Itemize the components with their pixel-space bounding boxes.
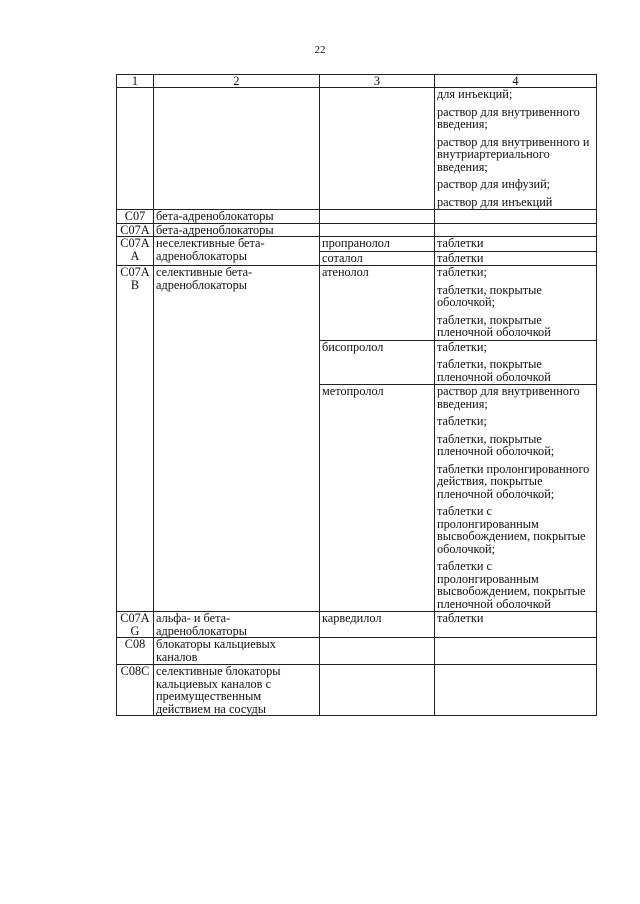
forms-cell — [435, 237, 597, 252]
dosage-form: таблетки с пролонгированным высвобождением, покрытые пленочной оболочкой — [437, 559, 586, 611]
column-header: 1 — [117, 75, 154, 88]
drug-cell — [320, 665, 435, 716]
group-cell: селективные блокаторы кальциевых каналов с преимущественным действием на сосуды — [154, 665, 320, 716]
dosage-form: таблетки — [437, 236, 484, 250]
table-row — [117, 266, 597, 341]
code-cell: C08 — [117, 638, 154, 665]
dosage-form: для инъекций; — [437, 87, 513, 101]
dosage-form: таблетки с пролонгированным высвобождением, покрытые оболочкой; — [437, 504, 586, 556]
code-part: C07A — [120, 265, 150, 279]
table-row — [117, 210, 597, 224]
dosage-form: раствор для внутривенного введения; — [437, 104, 580, 131]
drug-cell: метопролол — [320, 385, 435, 612]
drug-cell: карведилол — [320, 612, 435, 638]
code-part: C07A — [120, 611, 150, 625]
forms-cell — [435, 223, 597, 237]
table-header-row — [117, 75, 597, 88]
code-part: G — [130, 623, 140, 638]
group-cell — [154, 88, 320, 210]
group-cell: неселективные бета-адреноблокаторы — [154, 237, 320, 266]
forms-cell — [435, 385, 597, 612]
table-row — [117, 612, 597, 638]
dosage-form: раствор для внутривенного введения; — [437, 384, 580, 411]
code-cell: C08C — [117, 665, 154, 716]
forms-cell — [435, 88, 597, 210]
code-part: C07A — [120, 236, 150, 250]
dosage-form: таблетки — [437, 611, 484, 625]
drug-cell — [320, 88, 435, 210]
forms-cell — [435, 638, 597, 665]
forms-cell — [435, 612, 597, 638]
group-cell: селективные бета-адреноблокаторы — [154, 266, 320, 612]
dosage-form: таблетки, покрытые оболочкой; — [437, 282, 542, 309]
table-row — [117, 237, 597, 252]
code-cell — [117, 237, 154, 266]
dosage-form: таблетки пролонгированного действия, покрытые пленочной оболочкой; — [437, 461, 590, 501]
code-part: A — [130, 248, 140, 263]
column-header: 4 — [435, 75, 597, 88]
page-number: 22 — [314, 44, 326, 56]
group-cell: альфа- и бета-адреноблокаторы — [154, 612, 320, 638]
dosage-form: раствор для инъекций — [437, 194, 553, 209]
forms-cell — [435, 665, 597, 716]
code-cell: C07 — [117, 210, 154, 224]
dosage-form: таблетки — [437, 250, 484, 265]
forms-cell — [435, 340, 597, 385]
drug-cell — [320, 223, 435, 237]
code-cell — [117, 612, 154, 638]
dosage-form: раствор для инфузий; — [437, 177, 551, 191]
table-row — [117, 638, 597, 665]
group-name: блокаторы кальциевых каналов — [156, 637, 276, 664]
drug-cell: бисопролол — [320, 340, 435, 385]
code-cell — [117, 88, 154, 210]
code-cell: C07A — [117, 223, 154, 237]
dosage-form: таблетки; — [437, 339, 487, 354]
dosage-form: таблетки, покрытые пленочной оболочкой — [437, 357, 551, 384]
drug-cell: атенолол — [320, 266, 435, 341]
drug-table — [116, 74, 597, 716]
dosage-form: таблетки, покрытые пленочной оболочкой — [437, 312, 551, 339]
column-header: 2 — [154, 75, 320, 88]
group-cell — [154, 638, 320, 665]
dosage-form: таблетки; — [437, 414, 487, 428]
dosage-form: таблетки; — [437, 265, 487, 279]
code-part: B — [130, 277, 140, 292]
drug-cell — [320, 638, 435, 665]
dosage-form: раствор для внутривенного и внутриартериального введения; — [437, 134, 590, 174]
forms-cell — [435, 210, 597, 224]
group-cell: бета-адреноблокаторы — [154, 210, 320, 224]
forms-cell — [435, 251, 597, 266]
drug-cell — [320, 210, 435, 224]
drug-cell: пропранолол — [320, 237, 435, 252]
drug-cell: соталол — [320, 251, 435, 266]
forms-cell — [435, 266, 597, 341]
code-cell — [117, 266, 154, 612]
table-row — [117, 88, 597, 210]
table-row — [117, 223, 597, 237]
dosage-form: таблетки, покрытые пленочной оболочкой; — [437, 431, 555, 458]
table-row — [117, 665, 597, 716]
column-header: 3 — [320, 75, 435, 88]
group-cell: бета-адреноблокаторы — [154, 223, 320, 237]
